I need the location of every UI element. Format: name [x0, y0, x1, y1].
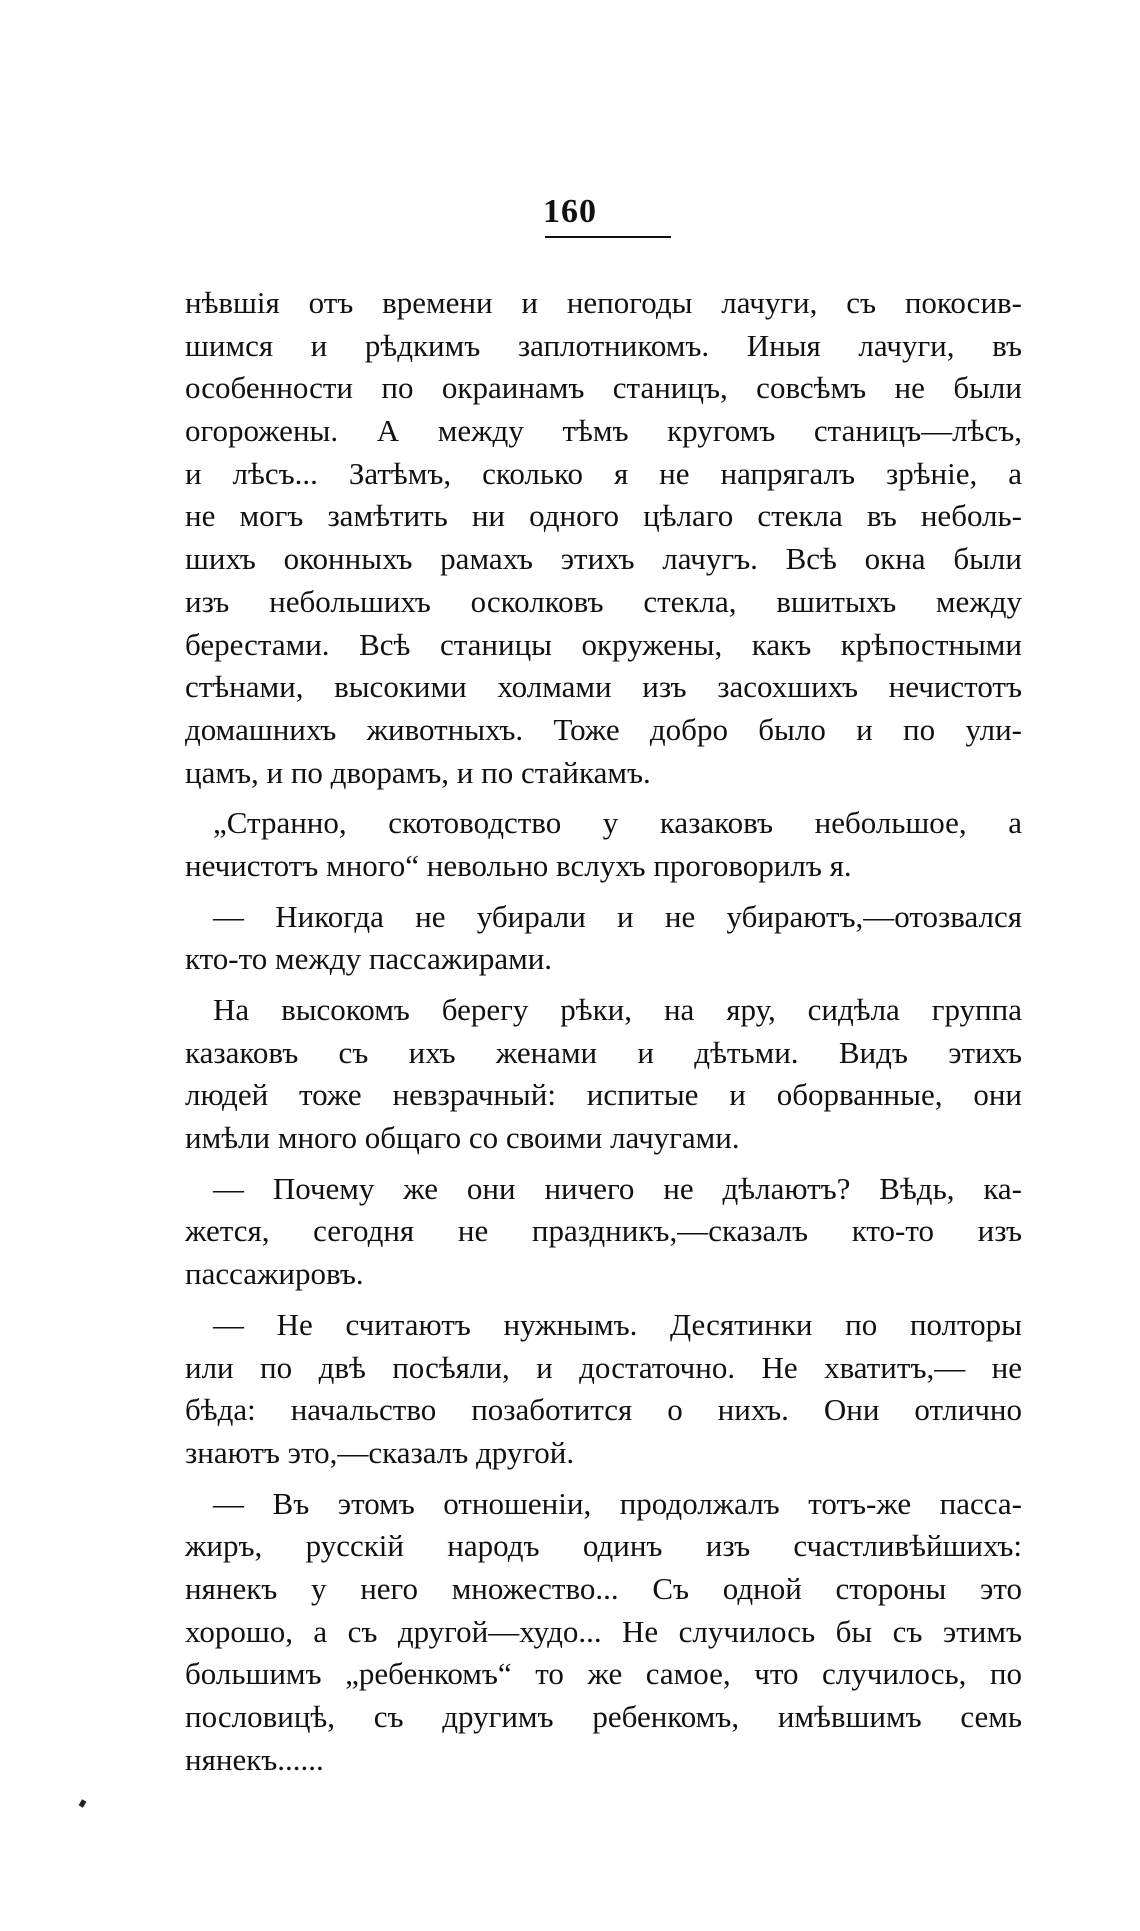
text-line: знаютъ это,—сказалъ другой. [185, 1434, 575, 1470]
text-line: хорошо, а съ другой—худо... Не случилось бы съ этимъ [185, 1613, 1022, 1649]
text-body [185, 282, 1022, 1781]
text-line: — Никогда не убирали и не убираютъ,—отозвался [213, 898, 1022, 934]
text-line: — Въ этомъ отношеніи, продолжалъ тотъ-же пасса- [213, 1485, 1022, 1521]
text-line: „Странно, скотоводство у казаковъ небольшое, а [213, 805, 1022, 841]
page-number-rule [545, 236, 671, 238]
text-line: На высокомъ берегу рѣки, на яру, сидѣла группа [213, 992, 1022, 1027]
text-line: особенности по окраинамъ станицъ, совсѣмъ не были [185, 370, 1022, 406]
text-line: шимся и рѣдкимъ заплотникомъ. Иныя лачуги, въ [185, 327, 1022, 363]
page-number: 160 [543, 193, 597, 230]
text-line: шихъ оконныхъ рамахъ этихъ лачугъ. Всѣ окна были [185, 541, 1022, 577]
text-line: нянекъ у него множество... Съ одной стороны это [185, 1570, 1022, 1606]
text-line: домашнихъ животныхъ. Тоже добро было и по ули- [185, 711, 1022, 747]
text-line: имѣли много общаго со своими лачугами. [185, 1120, 740, 1156]
text-line: цамъ, и по дворамъ, и по стайкамъ. [185, 754, 651, 790]
text-line: — Не считаютъ нужнымъ. Десятинки по полторы [213, 1306, 1022, 1342]
text-line: не могъ замѣтить ни одного цѣлаго стекла въ неболь- [185, 498, 1022, 534]
text-line: — Почему же они ничего не дѣлаютъ? Вѣдь, ка- [213, 1170, 1022, 1206]
text-line: или по двѣ посѣяли, и достаточно. Не хватитъ,— не [185, 1349, 1022, 1385]
text-line: жиръ, русскій народъ одинъ изъ счастливѣйшихъ: [185, 1528, 1022, 1564]
text-line: пассажировъ. [185, 1256, 364, 1292]
text-line: нянекъ...... [185, 1741, 324, 1777]
text-line: изъ небольшихъ осколковъ стекла, вшитыхъ между [185, 583, 1022, 619]
text-line: берестами. Всѣ станицы окружены, какъ крѣпостными [185, 626, 1022, 662]
text-line: и лѣсъ... Затѣмъ, сколько я не напрягалъ зрѣніе, а [185, 455, 1022, 491]
text-line: нѣвшія отъ времени и непогоды лачуги, съ покосив- [185, 285, 1022, 320]
text-line: бѣда: начальство позаботится о нихъ. Они отлично [185, 1392, 1022, 1428]
text-line: жется, сегодня не праздникъ,—сказалъ кто-то изъ [185, 1213, 1022, 1249]
text-line: казаковъ съ ихъ женами и дѣтьми. Видъ этихъ [185, 1034, 1022, 1070]
text-line: людей тоже невзрачный: испитые и оборванные, они [185, 1077, 1022, 1113]
ink-speck [79, 1799, 87, 1808]
text-line: пословицѣ, съ другимъ ребенкомъ, имѣвшимъ семь [185, 1699, 1022, 1734]
text-line: стѣнами, высокими холмами изъ засохшихъ нечистотъ [185, 669, 1022, 705]
text-line: кто-то между пассажирами. [185, 941, 553, 977]
text-line: огорожены. А между тѣмъ кругомъ станицъ—лѣсъ, [185, 413, 1022, 449]
text-line: нечистотъ много“ невольно вслухъ проговорилъ я. [185, 847, 852, 883]
text-line: большимъ „ребенкомъ“ то же самое, что случилось, по [185, 1656, 1022, 1692]
